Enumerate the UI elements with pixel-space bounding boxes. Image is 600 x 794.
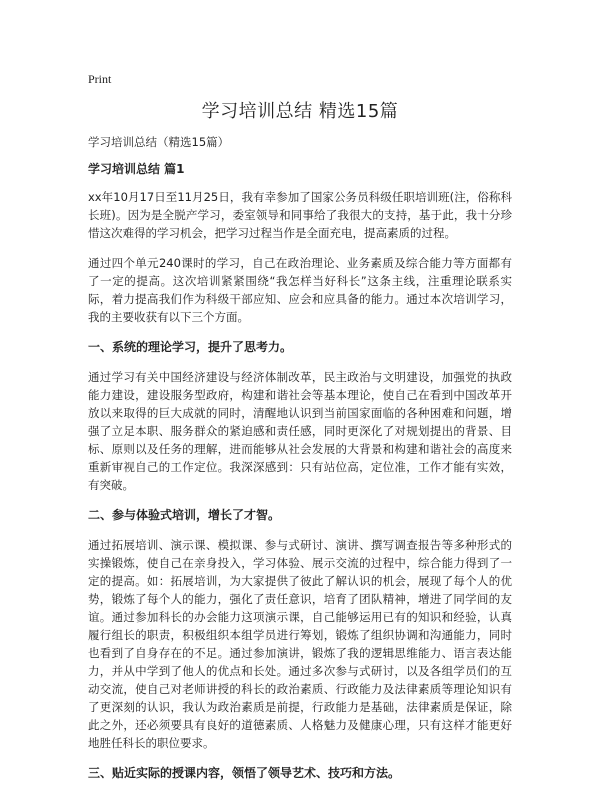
- article-body: [88, 160, 512, 794]
- paragraph-theory-study: 通过学习有关中国经济建设与经济体制改革，民主政治与文明建设，加强党的执政能力建设，建设服务型政府，构建和谐社会等基本理论，使自己在看到中国改革开放以来取得的巨大成就的同时，清醒地认识到当前国家面临的各种困难和问题，增强了立足本职、服务群众的紧迫感和责任感，同时更深化了对规划提出的背景、目标、原则以及任务的理解，进而能够从社会发展的大背景和构建和谐社会的高度来重新审视自己的工作定位。我深深感到：只有站位高，定位准，工作才能有实效，有突破。: [88, 370, 512, 492]
- heading-practical-teaching: 三、贴近实际的授课内容，领悟了领导艺术、技巧和方法。: [88, 766, 401, 780]
- paragraph-summary: 通过四个单元240课时的学习，自己在政治理论、业务素质及综合能力等方面都有了一定的提高。这次培训紧紧围绕“我怎样当好科长”这条主线，注重理论联系实际，着力提高我们作为科级干部应知、应会和应具备的能力。通过本次培训学习，我的主要收获有以下三个方面。: [88, 256, 512, 324]
- document-subtitle: 学习培训总结（精选15篇）: [88, 135, 230, 149]
- document-title: 学习培训总结 精选15篇: [201, 101, 399, 122]
- paragraph-intro: xx年10月17日至11月25日，我有幸参加了国家公务员科级任职培训班(注，俗称科长班)。因为是全脱产学习，委室领导和同事给了我很大的支持，基于此，我十分珍惜这次难得的学习机会，把学习过程当作是全面充电，提高素质的过程。: [88, 190, 512, 240]
- section-title: 学习培训总结 篇1: [88, 162, 185, 176]
- heading-experiential-training: 二、参与体验式培训，增长了才智。: [88, 508, 281, 522]
- print-link[interactable]: Print: [88, 72, 112, 86]
- paragraph-experiential-training: 通过拓展培训、演示课、模拟课、参与式研讨、演讲、撰写调查报告等多种形式的实操锻炼，使自己在亲身投入，学习体验、展示交流的过程中，综合能力得到了一定的提高。如：拓展培训，为大家提供了彼此了解认识的机会，展现了每个人的优势，锻炼了每个人的能力，强化了责任意识，培育了团队精神，增进了同学间的友谊。通过参加科长的办会能力这项演示课，自己能够运用已有的知识和经验，认真履行组长的职责，积极组织本组学员进行筹划，锻炼了组织协调和沟通能力，同时也看到了自身存在的不足。通过参加演讲，锻炼了我的逻辑思维能力、语言表达能力，并从中学到了他人的优点和长处。通过多次参与式研讨，以及各组学员们的互动交流，使自己对老师讲授的科长的政治素质、行政能力及法律素质等理论知识有了更深刻的认识，我认为政治素质是前提，行政能力是基础，法律素质是保证，除此之外，还必须要具有良好的道德素质、人格魅力及健康心理，只有这样才能更好地胜任科长的职位要求。: [88, 538, 512, 750]
- heading-theory-study: 一、系统的理论学习，提升了思考力。: [88, 340, 293, 354]
